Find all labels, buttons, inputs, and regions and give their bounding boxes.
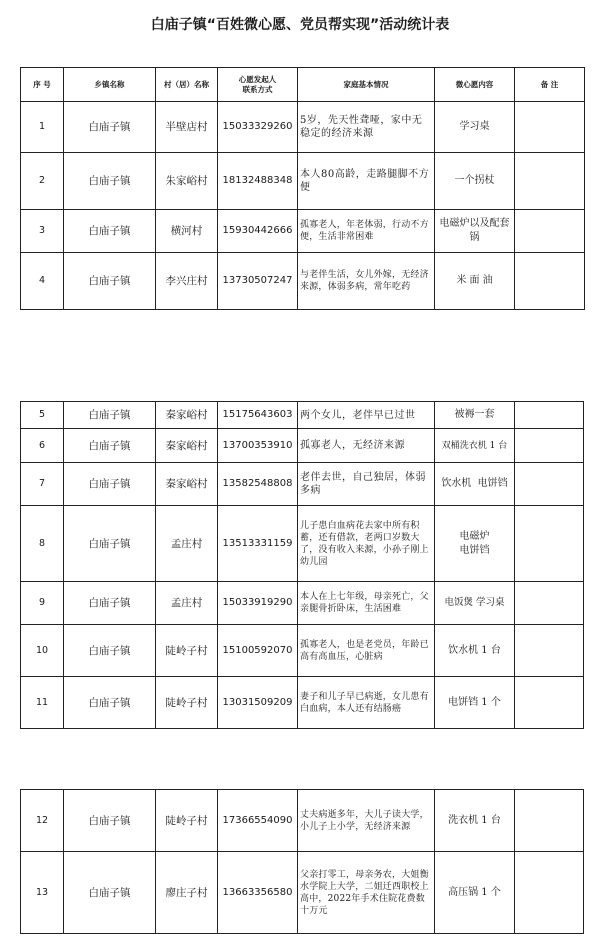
row-village: 陡岭子村: [156, 625, 218, 677]
page-title: 白庙子镇“百姓微心愿、党员帮实现”活动统计表: [150, 17, 450, 33]
row-village: 横河村: [156, 210, 218, 253]
header-contact: 心愿发起人 联系方式: [218, 68, 298, 102]
row-village: 秦家峪村: [156, 463, 218, 506]
row-town: 白庙子镇: [64, 153, 156, 210]
row-seq: 5: [21, 402, 64, 429]
row-seq: 13: [21, 852, 64, 934]
row-remark: [515, 253, 585, 310]
row-remark: [515, 463, 584, 506]
row-town: 白庙子镇: [64, 253, 156, 310]
row-situation: 孤寡老人，无经济来源: [298, 429, 435, 463]
row-remark: [515, 790, 584, 852]
row-town: 白庙子镇: [64, 429, 156, 463]
table-row: [21, 210, 585, 253]
row-phone: 17366554090: [218, 790, 298, 852]
row-village: 半壁店村: [156, 102, 218, 153]
row-wish: 高压锅 1 个: [435, 852, 515, 934]
row-situation: 丈夫病逝多年，大儿子读大学，小儿子上小学，无经济来源: [298, 790, 435, 852]
header-seq: 序 号: [21, 68, 64, 102]
row-phone: 15930442666: [218, 210, 298, 253]
row-village: 孟庄村: [156, 506, 218, 582]
stats-table-part-2: [20, 401, 584, 729]
row-wish: 饮水机 1 台: [435, 625, 515, 677]
header-town: 乡镇名称: [64, 68, 156, 102]
row-town: 白庙子镇: [64, 210, 156, 253]
row-phone: 13663356580: [218, 852, 298, 934]
row-town: 白庙子镇: [64, 677, 156, 729]
row-village: 陡岭子村: [156, 677, 218, 729]
row-situation: 5岁，先天性聋哑，家中无稳定的经济来源: [298, 102, 435, 153]
row-wish: 电磁炉 电饼铛: [435, 506, 515, 582]
row-seq: 1: [21, 102, 64, 153]
row-situation: 两个女儿，老伴早已过世: [298, 402, 435, 429]
table-row: [21, 402, 584, 429]
row-village: 秦家峪村: [156, 429, 218, 463]
row-remark: [515, 582, 584, 625]
stats-table-part-3: [20, 789, 584, 934]
row-village: 朱家峪村: [156, 153, 218, 210]
table-header-row: [21, 68, 585, 102]
row-remark: [515, 210, 585, 253]
header-village: 村（居）名称: [156, 68, 218, 102]
row-phone: 13730507247: [218, 253, 298, 310]
row-wish: 饮水机 电饼铛: [435, 463, 515, 506]
row-phone: 13700353910: [218, 429, 298, 463]
row-seq: 8: [21, 506, 64, 582]
row-seq: 6: [21, 429, 64, 463]
row-seq: 2: [21, 153, 64, 210]
row-remark: [515, 102, 585, 153]
stats-table-part-1: [20, 67, 585, 310]
row-remark: [515, 852, 584, 934]
row-village: 秦家峪村: [156, 402, 218, 429]
header-wish: 微心愿内容: [435, 68, 515, 102]
row-remark: [515, 625, 584, 677]
row-situation: 妻子和儿子早已病逝，女儿患有白血病，本人还有结肠癌: [298, 677, 435, 729]
header-remark: 备 注: [515, 68, 585, 102]
row-remark: [515, 402, 584, 429]
row-situation: 孤寡老人，也是老党员，年龄已高有高血压，心脏病: [298, 625, 435, 677]
table-row: [21, 153, 585, 210]
table-row: [21, 463, 584, 506]
row-town: 白庙子镇: [64, 102, 156, 153]
table-row: [21, 582, 584, 625]
row-town: 白庙子镇: [64, 790, 156, 852]
row-village: 李兴庄村: [156, 253, 218, 310]
row-phone: 18132488348: [218, 153, 298, 210]
row-situation: 本人80高龄，走路腿脚不方便: [298, 153, 435, 210]
row-phone: 15100592070: [218, 625, 298, 677]
row-wish: 学习桌: [435, 102, 515, 153]
row-seq: 10: [21, 625, 64, 677]
row-phone: 13582548808: [218, 463, 298, 506]
row-wish: 被褥一套: [435, 402, 515, 429]
row-seq: 4: [21, 253, 64, 310]
row-village: 陡岭子村: [156, 790, 218, 852]
table-row: [21, 102, 585, 153]
row-seq: 3: [21, 210, 64, 253]
header-situation: 家庭基本情况: [298, 68, 435, 102]
row-phone: 13513331159: [218, 506, 298, 582]
row-wish: 洗衣机 1 台: [435, 790, 515, 852]
row-town: 白庙子镇: [64, 582, 156, 625]
row-wish: 电磁炉以及配套锅: [435, 210, 515, 253]
table-row: [21, 429, 584, 463]
row-remark: [515, 506, 584, 582]
row-remark: [515, 677, 584, 729]
row-seq: 11: [21, 677, 64, 729]
row-town: 白庙子镇: [64, 852, 156, 934]
row-wish: 米 面 油: [435, 253, 515, 310]
row-wish: 电饼铛 1 个: [435, 677, 515, 729]
row-village: 廖庄子村: [156, 852, 218, 934]
table-row: [21, 677, 584, 729]
row-phone: 15033329260: [218, 102, 298, 153]
row-situation: 儿子患白血病花去家中所有积蓄，还有借款，老两口岁数大了，没有收入来源，小孙子刚上幼儿园: [298, 506, 435, 582]
table-row: [21, 790, 584, 852]
row-town: 白庙子镇: [64, 463, 156, 506]
row-wish: 一个拐杖: [435, 153, 515, 210]
row-remark: [515, 153, 585, 210]
row-phone: 15175643603: [218, 402, 298, 429]
row-wish: 双桶洗衣机 1 台: [435, 429, 515, 463]
row-town: 白庙子镇: [64, 506, 156, 582]
row-situation: 本人在上七年级，母亲死亡，父亲腿骨折卧床，生活困难: [298, 582, 435, 625]
row-situation: 孤寡老人，年老体弱，行动不方便，生活非常困难: [298, 210, 435, 253]
row-situation: 父亲打零工，母亲务农，大姐衡水学院上大学，二姐迁西职校上高中，2022年手术住院花费数十万元: [298, 852, 435, 934]
row-wish: 电饭煲 学习桌: [435, 582, 515, 625]
row-seq: 9: [21, 582, 64, 625]
row-town: 白庙子镇: [64, 402, 156, 429]
row-situation: 老伴去世，自己独居，体弱多病: [298, 463, 435, 506]
table-row: [21, 852, 584, 934]
row-town: 白庙子镇: [64, 625, 156, 677]
row-remark: [515, 429, 584, 463]
row-phone: 15033919290: [218, 582, 298, 625]
table-row: [21, 625, 584, 677]
row-seq: 7: [21, 463, 64, 506]
row-phone: 13031509209: [218, 677, 298, 729]
table-row: [21, 506, 584, 582]
row-seq: 12: [21, 790, 64, 852]
row-village: 孟庄村: [156, 582, 218, 625]
row-situation: 与老伴生活，女儿外嫁，无经济来源，体弱多病，常年吃药: [298, 253, 435, 310]
table-row: [21, 253, 585, 310]
